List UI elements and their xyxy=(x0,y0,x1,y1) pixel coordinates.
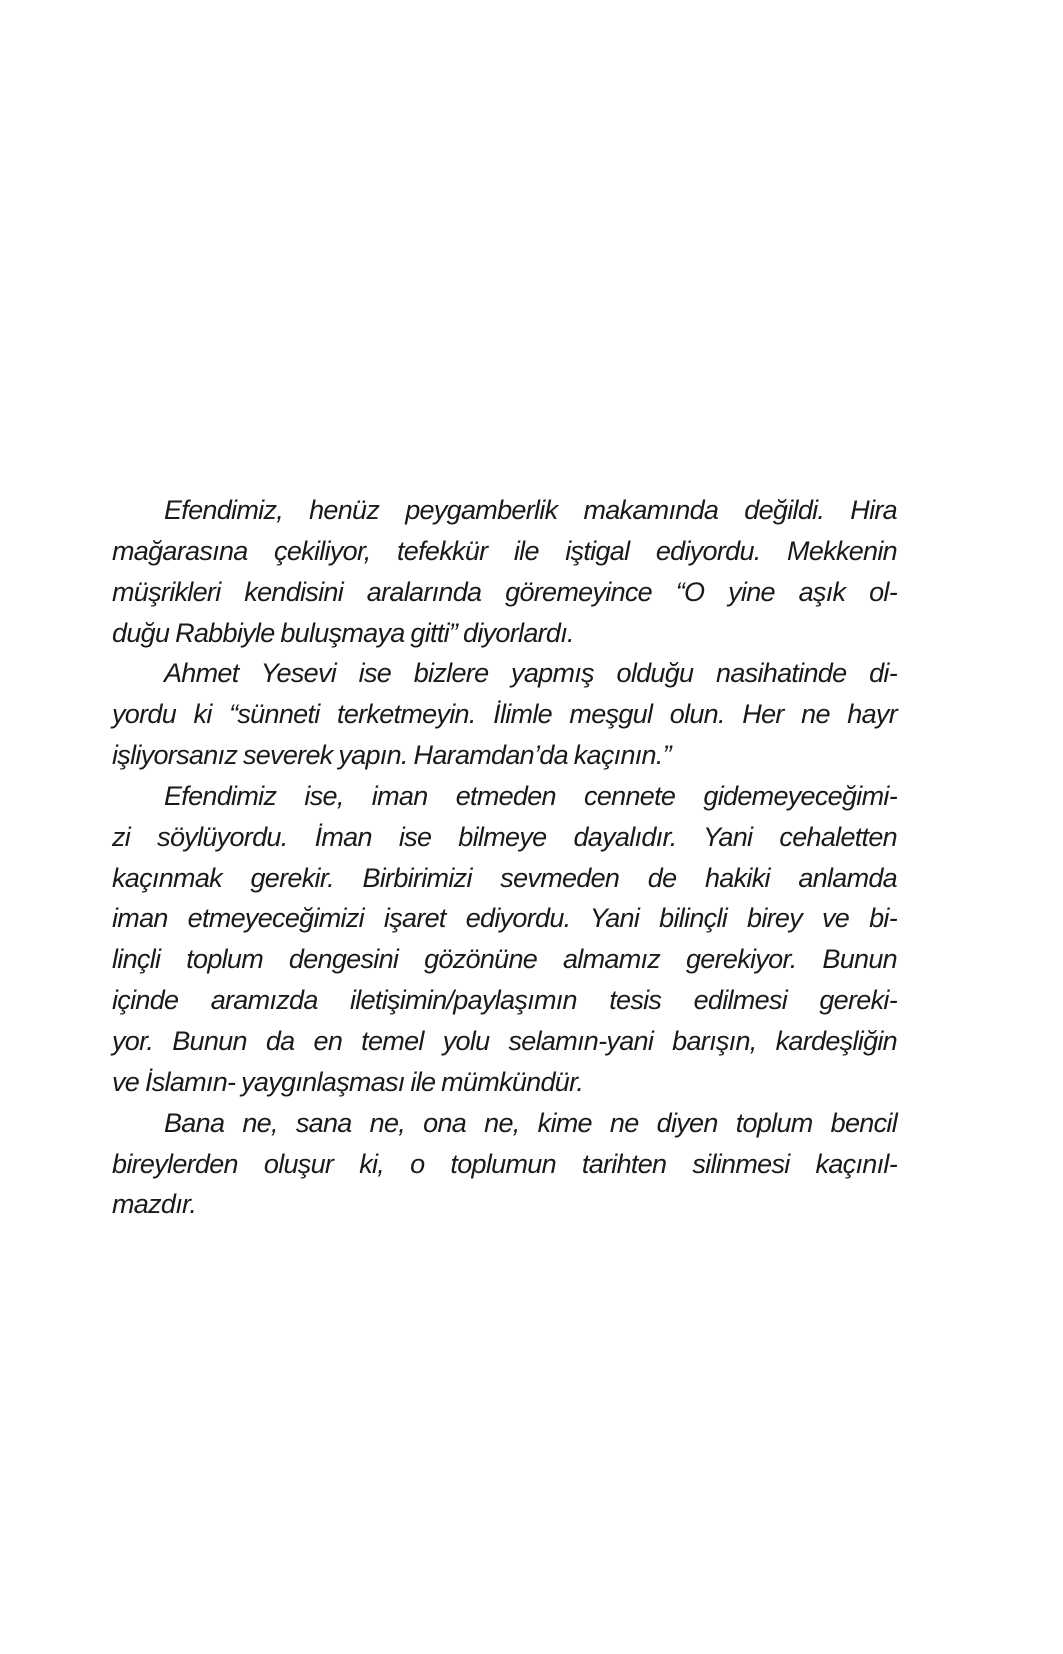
text-line: içinde aramızda iletişimin/paylaşımın tesis edilmesi gereki- xyxy=(112,985,897,1016)
text-line: müşrikleri kendisini aralarında göremeyince “O yine aşık ol- xyxy=(112,576,897,607)
text-line: işliyorsanız severek yapın. Haramdan’da kaçının.” xyxy=(112,740,671,771)
body-text xyxy=(112,490,897,1225)
text-line: linçli toplum dengesini gözönüne almamız gerekiyor. Bunun xyxy=(112,944,897,975)
text-line: yor. Bunun da en temel yolu selamın-yani barışın, kardeşliğin xyxy=(112,1025,897,1056)
text-line: yordu ki “sünneti terketmeyin. İlimle meşgul olun. Her ne hayr xyxy=(112,699,897,730)
text-line: ve İslamın- yaygınlaşması ile mümkündür. xyxy=(112,1066,584,1097)
paragraph xyxy=(112,776,897,1103)
paragraph xyxy=(112,653,897,776)
text-line: zi söylüyordu. İman ise bilmeye dayalıdır. Yani cehaletten xyxy=(112,821,897,852)
text-line: Efendimiz ise, iman etmeden cennete gidemeyeceğimi- xyxy=(164,780,897,811)
text-line: bireylerden oluşur ki, o toplumun tarihten silinmesi kaçınıl- xyxy=(112,1148,897,1179)
text-line: iman etmeyeceğimizi işaret ediyordu. Yani bilinçli birey ve bi- xyxy=(112,903,897,934)
paragraph xyxy=(112,490,897,653)
text-line: duğu Rabbiyle buluşmaya gitti” diyorlardı. xyxy=(112,617,574,648)
text-line: mağarasına çekiliyor, tefekkür ile iştigal ediyordu. Mekkenin xyxy=(112,535,897,566)
text-line: mazdır. xyxy=(112,1189,197,1220)
text-line: Efendimiz, henüz peygamberlik makamında değildi. Hira xyxy=(164,495,897,525)
text-line: Bana ne, sana ne, ona ne, kime ne diyen toplum bencil xyxy=(164,1107,897,1138)
paragraph xyxy=(112,1103,897,1226)
text-line: kaçınmak gerekir. Birbirimizi sevmeden de hakiki anlamda xyxy=(112,862,897,893)
text-line: Ahmet Yesevi ise bizlere yapmış olduğu nasihatinde di- xyxy=(164,658,897,689)
